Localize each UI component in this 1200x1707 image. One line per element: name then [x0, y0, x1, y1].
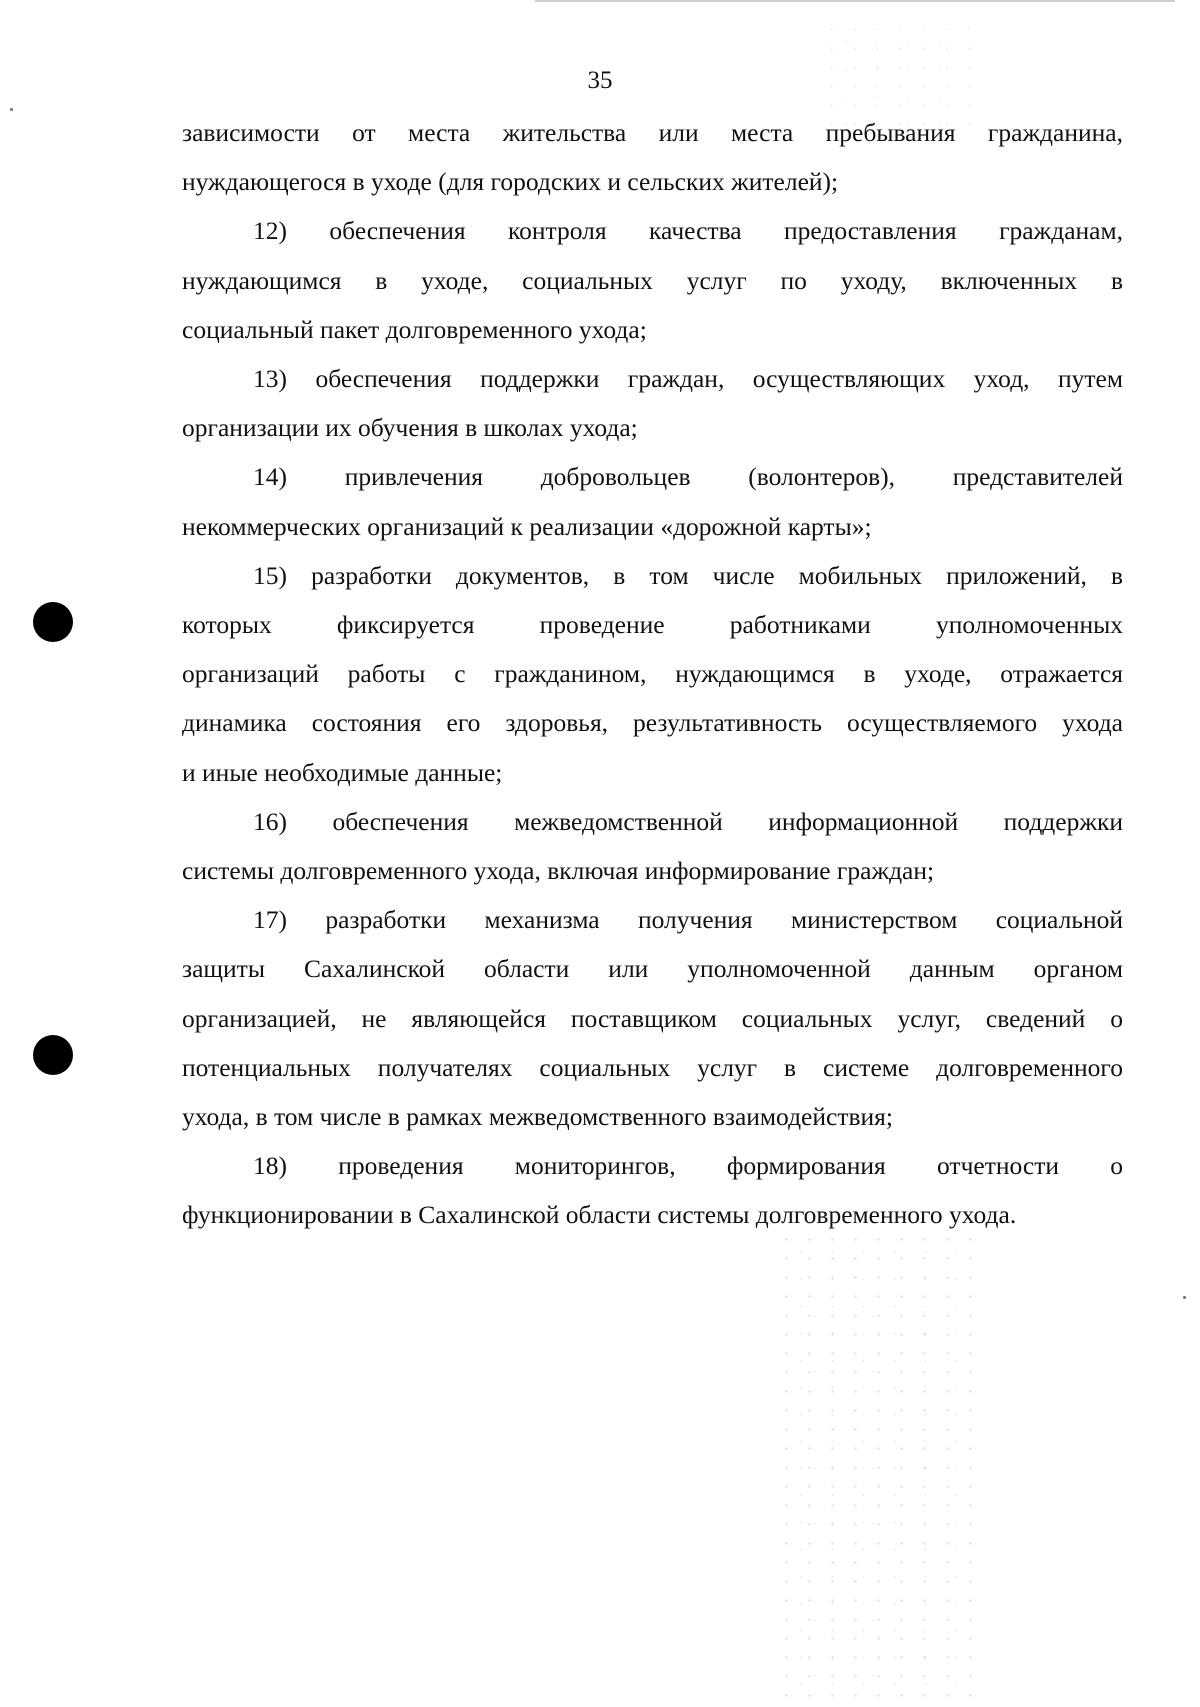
- text-line: организаций работы с гражданином, нуждающимся в уходе, отражается: [182, 659, 1123, 689]
- text-line: защиты Сахалинской области или уполномоченной данным органом: [182, 954, 1123, 984]
- scan-speck: [1183, 1296, 1186, 1299]
- text-line: 17) разработки механизма получения министерством социальной: [253, 905, 1123, 935]
- text-line: 12) обеспечения контроля качества предоставления гражданам,: [253, 216, 1123, 246]
- top-scan-rule: [535, 0, 1175, 2]
- text-line: нуждающимся в уходе, социальных услуг по уходу, включенных в: [182, 265, 1123, 295]
- punch-hole: [33, 1035, 73, 1075]
- text-line: системы долговременного ухода, включая информирование граждан;: [182, 856, 935, 886]
- text-line: которых фиксируется проведение работниками уполномоченных: [182, 610, 1123, 640]
- text-line: динамика состояния его здоровья, результативность осуществляемого ухода: [182, 708, 1123, 738]
- list-item-13: [182, 354, 1123, 452]
- list-item-15: [182, 551, 1123, 797]
- text-line: организации их обучения в школах ухода;: [182, 413, 638, 443]
- text-line: нуждающегося в уходе (для городских и сельских жителей);: [182, 167, 839, 197]
- text-line: зависимости от места жительства или места пребывания гражданина,: [182, 118, 1123, 147]
- list-item-14: [182, 452, 1123, 550]
- page-number: 35: [587, 67, 613, 94]
- text-line: 13) обеспечения поддержки граждан, осуществляющих уход, путем: [253, 364, 1123, 394]
- text-line: 18) проведения мониторингов, формирования отчетности о: [253, 1151, 1123, 1181]
- intro-paragraph: [182, 108, 1123, 206]
- text-line: потенциальных получателях социальных услуг в системе долговременного: [182, 1052, 1123, 1082]
- text-line: 14) привлечения добровольцев (волонтеров), представителей: [253, 462, 1123, 492]
- text-line: 15) разработки документов, в том числе мобильных приложений, в: [253, 560, 1123, 590]
- text-line: организацией, не являющейся поставщиком социальных услуг, сведений о: [182, 1003, 1123, 1033]
- text-line: 16) обеспечения межведомственной информационной поддержки: [253, 806, 1123, 836]
- list-item-18: [182, 1141, 1123, 1239]
- list-item-12: [182, 206, 1123, 354]
- text-line: некоммерческих организаций к реализации «дорожной карты»;: [182, 511, 872, 541]
- scan-speck: [10, 108, 13, 111]
- text-line: ухода, в том числе в рамках межведомственного взаимодействия;: [182, 1102, 893, 1132]
- text-line: социальный пакет долговременного ухода;: [182, 314, 647, 344]
- punch-hole: [33, 602, 73, 642]
- list-item-17: [182, 895, 1123, 1141]
- document-text: [182, 108, 1123, 1240]
- text-line: функционировании в Сахалинской области системы долговременного ухода.: [182, 1200, 1017, 1230]
- text-line: и иные необходимые данные;: [182, 757, 503, 787]
- list-item-16: [182, 797, 1123, 895]
- scan-noise-bottom: [775, 1230, 985, 1700]
